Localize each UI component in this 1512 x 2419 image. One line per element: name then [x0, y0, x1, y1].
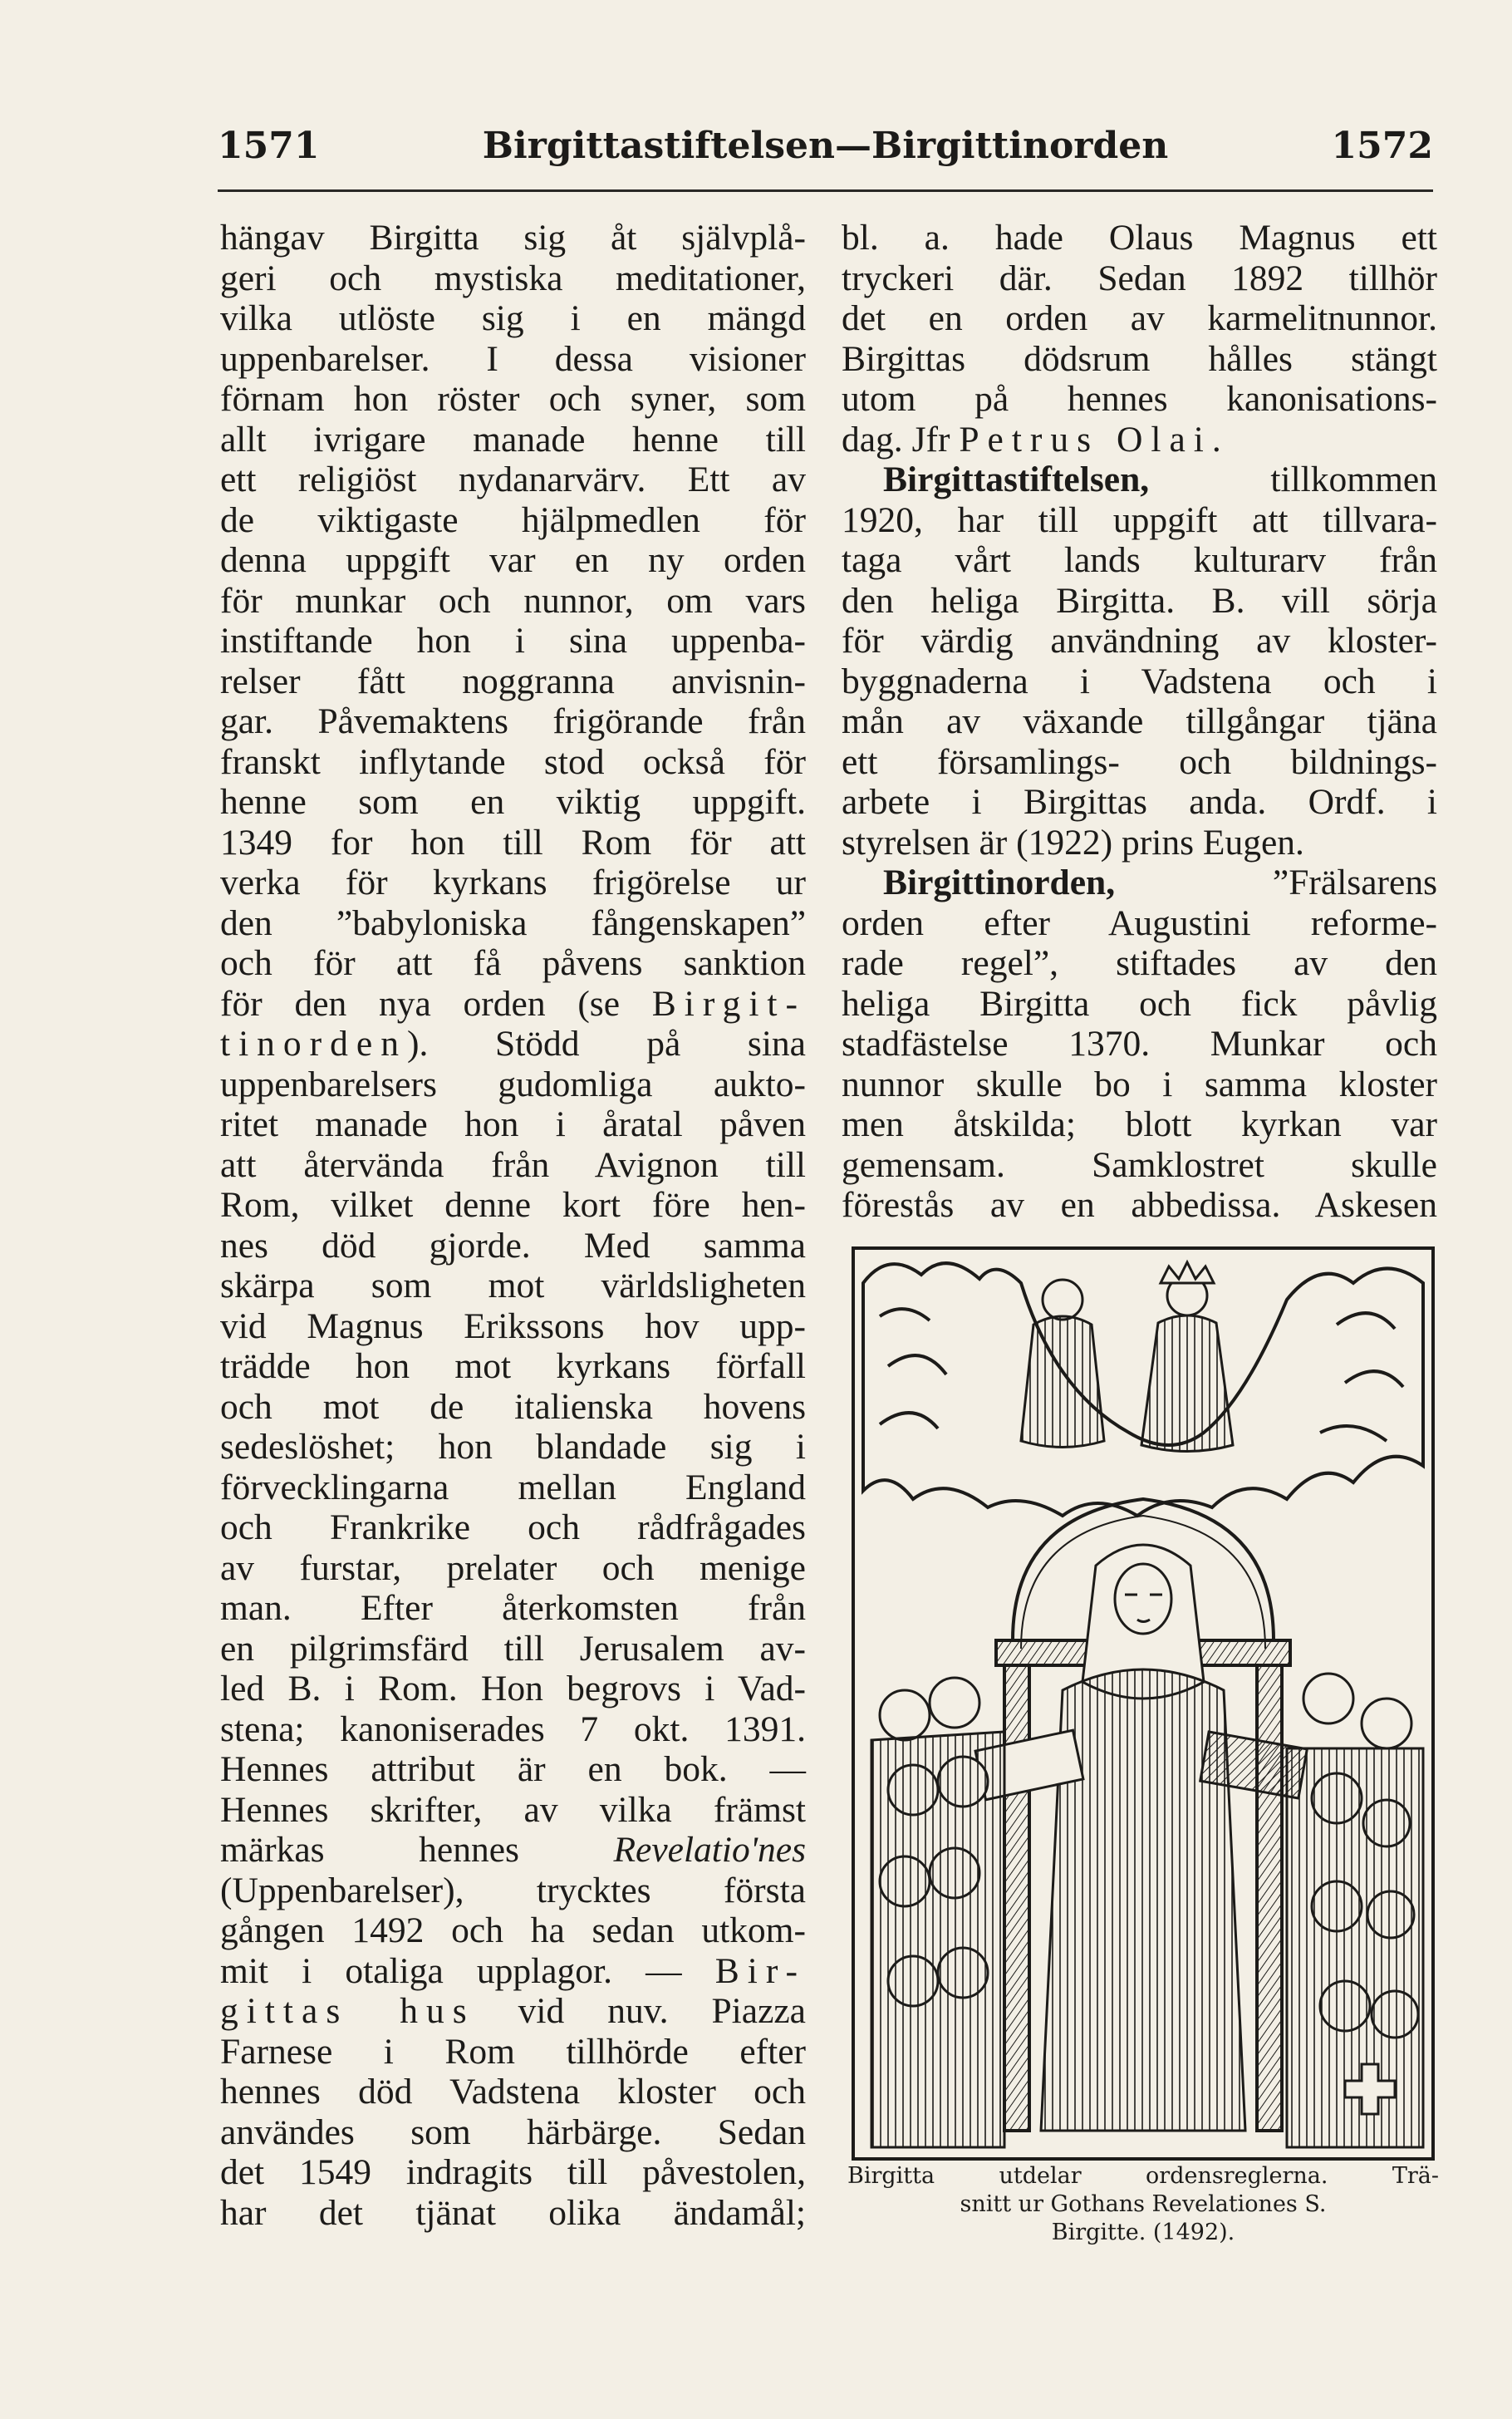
text-line: heliga Birgitta och fick påvlig [842, 983, 1437, 1024]
text-fragment: dag. [842, 419, 912, 460]
text-line: den ”babyloniska fångenskapen” [220, 902, 806, 943]
header-rule [218, 189, 1433, 192]
text-line: för munkar och nunnor, om vars [220, 580, 806, 621]
text-line: denna uppgift var en ny orden [220, 540, 806, 580]
text-line: vilka utlöste sig i en mängd [220, 298, 806, 338]
text-line: ett församlings- och bildnings- [842, 741, 1437, 782]
cross-reference[interactable]: Birgit- [651, 983, 806, 1024]
text-line: gar. Påvemaktens frigörande från [220, 701, 806, 741]
text-line: uppenbarelser. I dessa visioner [220, 338, 806, 379]
text-line: förnam hon röster och syner, som [220, 379, 806, 419]
spaced-term: gittas hus [220, 1991, 475, 2031]
text-line: förestås av en abbedissa. Askesen [842, 1185, 1437, 1225]
figure-caption [847, 2162, 1439, 2247]
heavenly-figures [1021, 1262, 1233, 1452]
text-line: ritet manade hon i åratal påven [220, 1104, 806, 1144]
nuns-group [871, 1678, 1004, 2147]
text-line: vid Magnus Erikssons hov upp- [220, 1305, 806, 1346]
text-line: användes som härbärge. Sedan [220, 2112, 806, 2152]
caption-line: Birgitte. (1492). [1051, 2220, 1235, 2245]
text-line: Farnese i Rom tillhörde efter [220, 2031, 806, 2072]
text-line: det en orden av karmelitnunnor. [842, 298, 1437, 338]
caption-line: snitt ur Gothans Revelationes S. [960, 2191, 1327, 2217]
text-line: den heliga Birgitta. B. vill sörja [842, 580, 1437, 621]
text-line: uppenbarelsers gudomliga aukto- [220, 1064, 806, 1104]
page-number-right: 1572 [1331, 125, 1433, 167]
entry-heading-line [842, 863, 1437, 903]
text-line: arbete i Birgittas anda. Ordf. i [842, 782, 1437, 822]
text-line: 1349 for hon till Rom för att [220, 822, 806, 863]
text-line: Hennes skrifter, av vilka främst [220, 1789, 806, 1830]
text-line-reference [842, 420, 1437, 460]
entry-heading-line [842, 460, 1437, 500]
text-fragment: ”Frälsarens [1115, 863, 1437, 902]
text-line: orden efter Augustini reforme- [842, 902, 1437, 943]
text-line: Hennes attribut är en bok. — [220, 1749, 806, 1789]
monks-group [1287, 1674, 1423, 2147]
see-also-label: Jfr [911, 419, 950, 460]
text-line: nes död gjorde. Med samma [220, 1225, 806, 1266]
cross-reference[interactable]: Petrus Olai. [959, 419, 1230, 460]
text-line: gemensam. Samklostret skulle [842, 1144, 1437, 1185]
left-column [220, 218, 806, 2233]
text-line: men åtskilda; blott kyrkan var [842, 1104, 1437, 1144]
text-line: förvecklingarna mellan England [220, 1467, 806, 1507]
text-line: Birgittas dödsrum hålles stängt [842, 338, 1437, 379]
spaced-term: Bir- [714, 1950, 806, 1991]
text-line: franskt inflytande stod också för [220, 741, 806, 782]
text-line: verka för kyrkans frigörelse ur [220, 863, 806, 902]
page-number-left: 1571 [218, 125, 320, 167]
text-line: att återvända från Avignon till [220, 1144, 806, 1185]
text-line: gången 1492 och ha sedan utkom- [220, 1910, 806, 1950]
text-line: och för att få påvens sanktion [220, 943, 806, 983]
text-line: de viktigaste hjälpmedlen för [220, 499, 806, 540]
woodcut-illustration [852, 1246, 1435, 2161]
text-line: har det tjänat olika ändamål; [220, 2192, 806, 2233]
text-line: stena; kanoniserades 7 okt. 1391. [220, 1709, 806, 1749]
text-fragment: tillkommen [1149, 460, 1437, 499]
cloud-band [863, 1263, 1423, 1516]
work-title: Revelatio'nes [613, 1830, 806, 1870]
text-line: sedeslöshet; hon blandade sig i [220, 1427, 806, 1467]
text-line-crossref: för den nya orden (se Birgit- [220, 983, 806, 1024]
entry-heading-birgittastiftelsen: Birgittastiftelsen, [883, 460, 1150, 499]
text-line: tryckeri där. Sedan 1892 tillhör [842, 258, 1437, 298]
entry-heading-birgittinorden: Birgittinorden, [883, 863, 1116, 902]
text-line: byggnaderna i Vadstena och i [842, 661, 1437, 701]
text-line: av furstar, prelater och menige [220, 1547, 806, 1588]
text-line: hängav Birgitta sig åt självplå- [220, 218, 806, 258]
woodcut-drawing [855, 1250, 1431, 2157]
caption-line: Birgitta utdelar ordensreglerna. Trä- [847, 2163, 1439, 2189]
text-line-spaced: mit i otaliga upplagor. — Bir- [220, 1950, 806, 1991]
running-header [218, 125, 1433, 183]
text-line: relser fått noggranna anvisnin- [220, 661, 806, 701]
text-line: stadfästelse 1370. Munkar och [842, 1024, 1437, 1064]
text-line-spaced: gittas hus vid nuv. Piazza [220, 1991, 806, 2031]
text-line: det 1549 indragits till påvestolen, [220, 2152, 806, 2192]
text-line: utom på hennes kanonisations- [842, 379, 1437, 419]
text-line: hennes död Vadstena kloster och [220, 2072, 806, 2112]
text-line-crossref: tinorden). Stödd på sina [220, 1024, 806, 1064]
text-line: för värdig användning av kloster- [842, 621, 1437, 661]
text-line: mån av växande tillgångar tjäna [842, 701, 1437, 741]
text-line: allt ivrigare manade henne till [220, 419, 806, 460]
cross-reference[interactable]: tinorden [220, 1024, 407, 1064]
right-column [842, 218, 1437, 1226]
text-line: instiftande hon i sina uppenba- [220, 621, 806, 661]
text-line: en pilgrimsfärd till Jerusalem av- [220, 1628, 806, 1669]
text-line: och Frankrike och rådfrågades [220, 1507, 806, 1547]
text-line: henne som en viktig uppgift. [220, 782, 806, 822]
text-line: geri och mystiska meditationer, [220, 258, 806, 298]
running-title: Birgittastiftelsen—Birgittinorden [482, 125, 1169, 167]
text-line: man. Efter återkomsten från [220, 1588, 806, 1628]
text-line: led B. i Rom. Hon begrovs i Vad- [220, 1669, 806, 1709]
text-fragment: märkas hennes [220, 1830, 614, 1870]
text-line: skärpa som mot världsligheten [220, 1266, 806, 1305]
text-line: taga vårt lands kulturarv från [842, 540, 1437, 580]
text-line: ett religiöst nydanarvärv. Ett av [220, 460, 806, 499]
text-line: och mot de italienska hovens [220, 1386, 806, 1427]
text-line: styrelsen är (1922) prins Eugen. [842, 822, 1304, 863]
text-line: rade regel”, stiftades av den [842, 943, 1437, 983]
text-line: (Uppenbarelser), trycktes första [220, 1870, 806, 1910]
text-line: trädde hon mot kyrkans förfall [220, 1346, 806, 1386]
text-line: Rom, vilket denne kort före hen- [220, 1185, 806, 1225]
text-line-title [220, 1830, 806, 1871]
text-line: 1920, har till uppgift att tillvara- [842, 499, 1437, 540]
text-line: nunnor skulle bo i samma kloster [842, 1064, 1437, 1104]
text-line: bl. a. hade Olaus Magnus ett [842, 218, 1437, 258]
